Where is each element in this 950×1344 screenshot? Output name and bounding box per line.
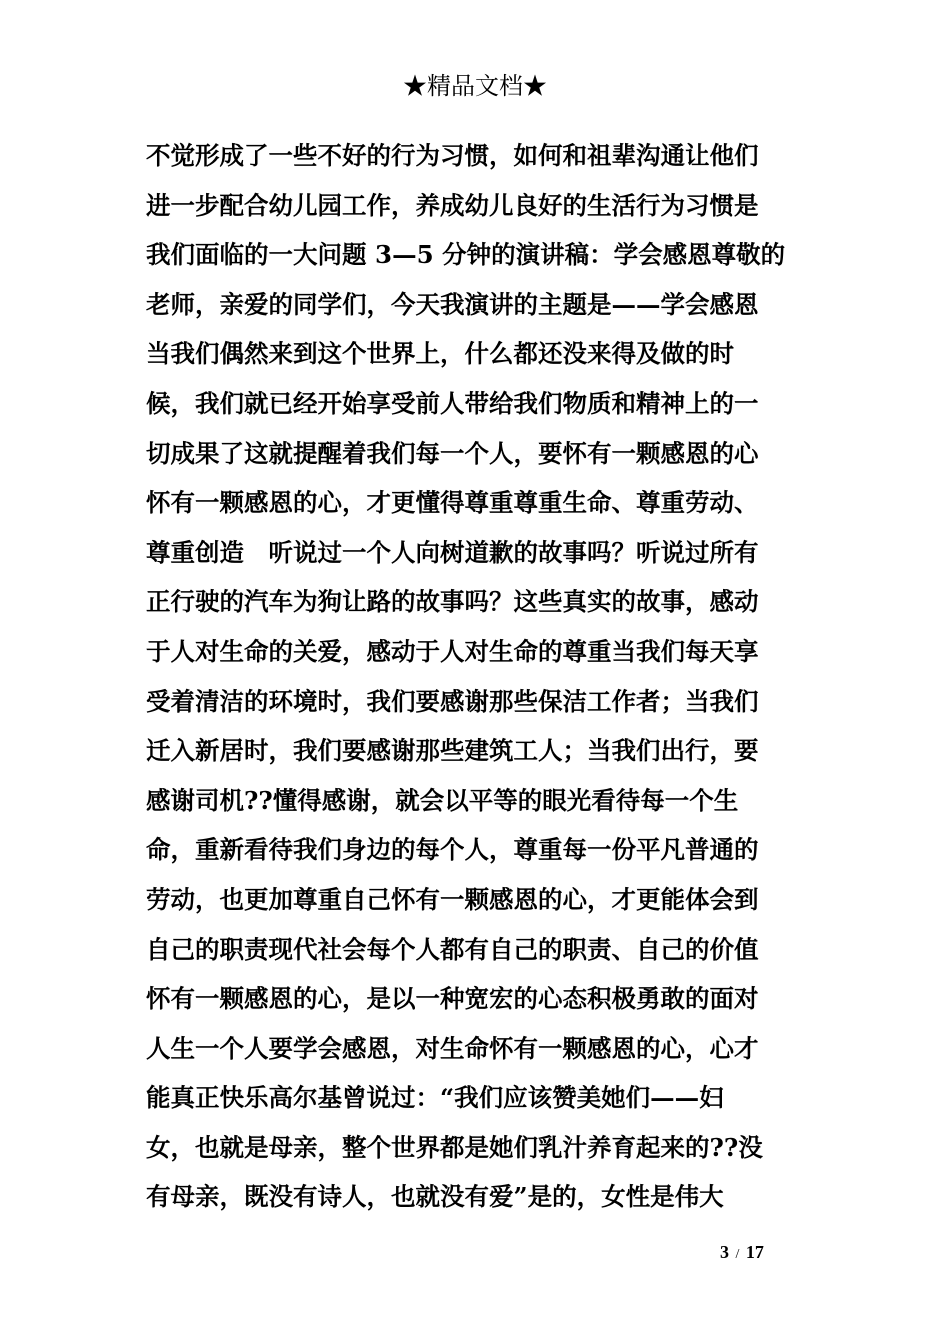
- text-line: 自己的职责现代社会每个人都有自己的职责、自己的价值: [146, 934, 759, 964]
- text-line: 于人对生命的关爱，感动于人对生命的尊重当我们每天享: [146, 636, 759, 666]
- text-line: 不觉形成了一些不好的行为习惯，如何和祖辈沟通让他们: [146, 141, 759, 170]
- text-line: 劳动，也更加尊重自己怀有一颗感恩的心，才更能体会到: [146, 884, 759, 914]
- text-line: 候，我们就已经开始享受前人带给我们物质和精神上的一: [146, 388, 759, 418]
- text-line: 命，重新看待我们身边的每个人，尊重每一份平凡普通的: [146, 835, 759, 865]
- text-line: 怀有一颗感恩的心，才更懂得尊重尊重生命、尊重劳动、: [146, 488, 759, 518]
- text-line: 当我们偶然来到这个世界上，什么都还没来得及做的时: [146, 339, 734, 369]
- page-header-title: ★精品文档★: [403, 72, 547, 100]
- text-line: 怀有一颗感恩的心，是以一种宽宏的心态积极勇敢的面对: [146, 984, 759, 1014]
- text-line: 女，也就是母亲，整个世界都是她们乳汁养育起来的??没: [146, 1132, 763, 1162]
- text-line: 尊重创造 听说过一个人向树道歉的故事吗？听说过所有: [146, 537, 759, 567]
- text-line: 感谢司机??懂得感谢，就会以平等的眼光看待每一个生: [146, 785, 739, 815]
- total-page-count: 17: [745, 1242, 764, 1262]
- page-separator: /: [735, 1247, 740, 1262]
- text-line: 受着清洁的环境时，我们要感谢那些保洁工作者；当我们: [146, 686, 759, 716]
- text-line: 切成果了这就提醒着我们每一个人，要怀有一颗感恩的心: [146, 438, 759, 468]
- document-body: [146, 131, 806, 1222]
- text-line: 我们面临的一大问题 3—5 分钟的演讲稿：学会感恩尊敬的: [146, 240, 786, 270]
- page-number: [720, 1240, 800, 1267]
- text-line: 能真正快乐高尔基曾说过：“我们应该赞美她们——妇: [146, 1083, 724, 1113]
- current-page-number: 3: [720, 1242, 729, 1262]
- text-line: 老师，亲爱的同学们，今天我演讲的主题是——学会感恩: [146, 289, 759, 319]
- text-line: 人生一个人要学会感恩，对生命怀有一颗感恩的心，心才: [146, 1033, 759, 1063]
- text-line: 有母亲，既没有诗人，也就没有爱”是的，女性是伟大: [146, 1182, 724, 1212]
- text-line: 迁入新居时，我们要感谢那些建筑工人；当我们出行，要: [146, 736, 759, 766]
- text-line: 正行驶的汽车为狗让路的故事吗？这些真实的故事，感动: [146, 587, 759, 617]
- text-line: 进一步配合幼儿园工作，养成幼儿良好的生活行为习惯是: [146, 190, 759, 220]
